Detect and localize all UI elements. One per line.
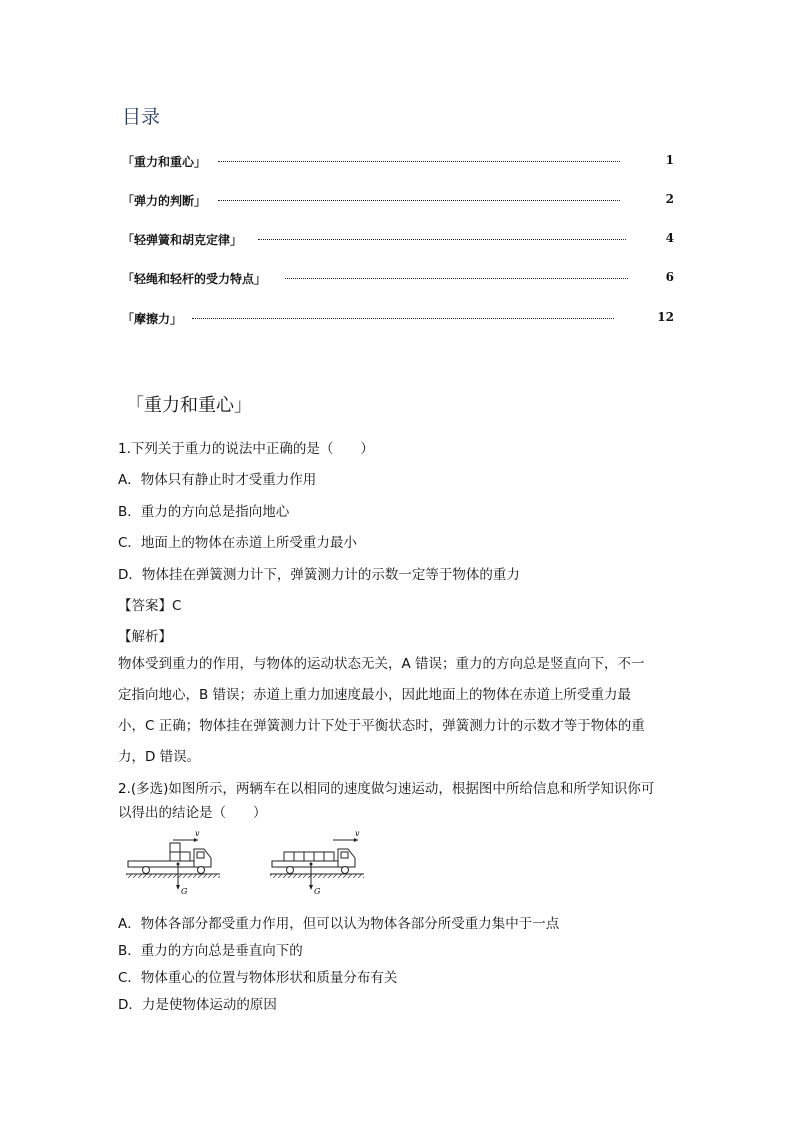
toc-entry-label: 「摩擦力」 (122, 312, 183, 326)
toc-leader-dots (218, 200, 620, 201)
question-1-option-d: D．物体挂在弹簧测力计下，弹簧测力计的示数一定等于物体的重力 (118, 567, 520, 583)
toc-entry-page: 12 (657, 310, 674, 324)
toc-leader-dots (285, 278, 628, 279)
toc-entry[interactable] (122, 231, 674, 249)
question-2-stem-line-1: 2.(多选)如图所示，两辆车在以相同的速度做匀速运动，根据图中所给信息和所学知识你可 (118, 781, 655, 797)
toc-entry[interactable] (122, 153, 674, 171)
toc-entry[interactable] (122, 310, 674, 328)
toc-entry-label: 「弹力的判断」 (122, 194, 207, 208)
truck-2 (270, 829, 364, 896)
toc-entry-page: 2 (665, 192, 674, 206)
analysis-line: 小，C 正确；物体挂在弹簧测力计下处于平衡状态时，弹簧测力计的示数才等于物体的重 (118, 718, 645, 734)
analysis-line: 力，D 错误。 (118, 749, 201, 765)
question-1-analysis (118, 649, 678, 773)
question-1-option-b: B．重力的方向总是指向地心 (118, 504, 290, 520)
toc-entry[interactable] (122, 192, 674, 210)
question-1-option-a: A．物体只有静止时才受重力作用 (118, 472, 317, 488)
gravity-label: G (181, 887, 188, 896)
velocity-label: v (355, 829, 360, 838)
question-2-stem-line-2: 以得出的结论是（ ） (118, 805, 267, 821)
analysis-line: 物体受到重力的作用，与物体的运动状态无关，A 错误；重力的方向总是竖直向下，不一 (118, 656, 645, 672)
toc-entry-page: 4 (665, 231, 674, 245)
toc-entry-label: 「轻绳和轻杆的受力特点」 (122, 272, 267, 286)
section-title: 「重力和重心」 (126, 395, 252, 416)
question-1-answer: 【答案】C (118, 598, 182, 614)
question-1-stem: 1.下列关于重力的说法中正确的是（ ） (118, 441, 374, 457)
toc-leader-dots (192, 318, 614, 319)
toc-leader-dots (258, 239, 626, 240)
question-2-option-a: A．物体各部分都受重力作用，但可以认为物体各部分所受重力集中于一点 (118, 916, 560, 932)
toc-leader-dots (218, 161, 620, 162)
question-2-option-b: B．重力的方向总是垂直向下的 (118, 943, 303, 959)
question-2-option-c: C．物体重心的位置与物体形状和质量分布有关 (118, 970, 398, 986)
toc-entry-label: 「重力和重心」 (122, 155, 207, 169)
toc-title: 目录 (122, 106, 161, 128)
gravity-label: G (314, 887, 321, 896)
analysis-line: 定指向地心，B 错误；赤道上重力加速度最小，因此地面上的物体在赤道上所受重力最 (118, 687, 632, 703)
question-1-option-c: C．地面上的物体在赤道上所受重力最小 (118, 535, 357, 551)
question-2-option-d: D．力是使物体运动的原因 (118, 997, 277, 1013)
toc-entry-page: 6 (665, 270, 674, 284)
trucks-figure (118, 828, 378, 900)
toc-entry-page: 1 (665, 153, 674, 167)
truck-1 (126, 829, 220, 896)
toc-entry-label: 「轻弹簧和胡克定律」 (122, 233, 243, 247)
question-1-analysis-label: 【解析】 (118, 629, 172, 645)
toc-entry[interactable] (122, 270, 674, 288)
velocity-label: v (195, 829, 200, 838)
